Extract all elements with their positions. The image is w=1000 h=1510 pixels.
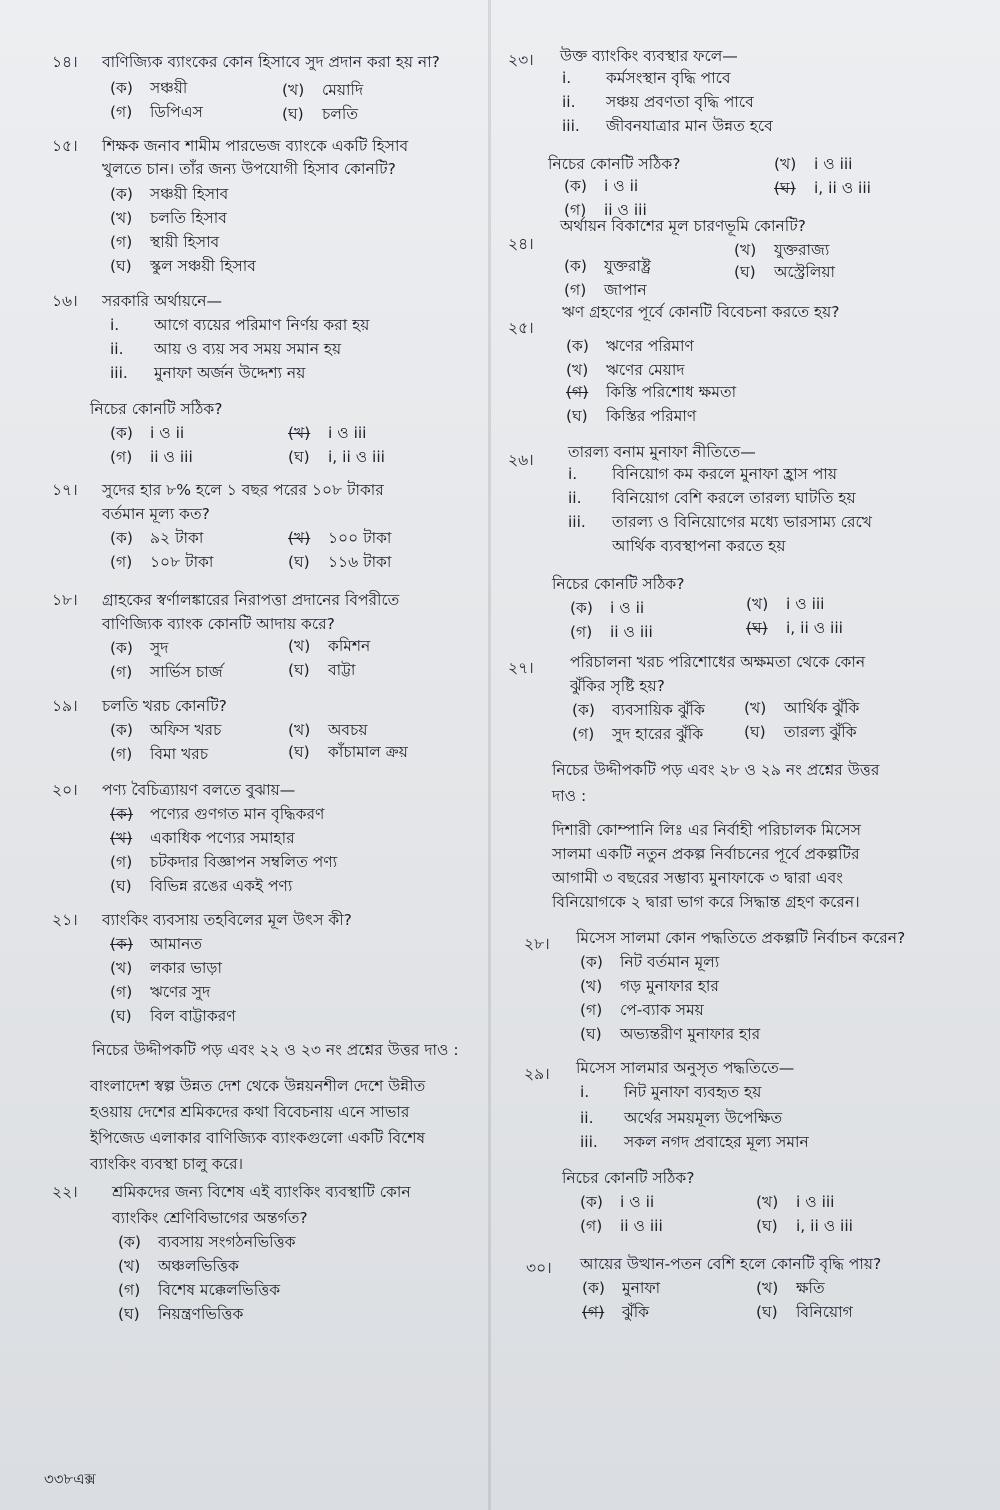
question-text: ব্যাংকিং শ্রেণিবিভাগের অন্তর্গত? bbox=[112, 1209, 308, 1227]
question-text: বর্তমান মূল্য কত? bbox=[102, 505, 210, 523]
option-ka: (ক) সঞ্চয়ী bbox=[110, 79, 188, 97]
option-ka: (ক) যুক্তরাষ্ট্র bbox=[564, 257, 651, 275]
statement-iii: iii. মুনাফা অর্জন উদ্দেশ্য নয় bbox=[110, 364, 306, 382]
question-text: গ্রাহকের স্বর্ণালঙ্কারের নিরাপত্তা প্রদানের বিপরীতে bbox=[102, 591, 400, 609]
question-text: পণ্য বৈচিত্র্যায়ণ বলতে বুঝায়— bbox=[102, 781, 296, 799]
question-text: মিসেস সালমা কোন পদ্ধতিতে প্রকল্পটি নির্বাচন করেন? bbox=[576, 929, 906, 947]
option-kha-marked: (খ) i ও iii bbox=[288, 424, 367, 442]
question-text: উক্ত ব্যাংকিং ব্যবস্থার ফলে— bbox=[560, 47, 738, 65]
option-ga: (গ) সার্ভিস চার্জ bbox=[110, 663, 223, 681]
option-ka: (ক) ব্যবসায়িক ঝুঁকি bbox=[572, 701, 705, 719]
option-gha: (ঘ) তারল্য ঝুঁকি bbox=[744, 723, 857, 741]
question-number: ১৬। bbox=[52, 292, 78, 310]
question-text: চলতি খরচ কোনটি? bbox=[102, 697, 227, 715]
option-ga: (গ) ii ও iii bbox=[564, 201, 647, 219]
option-ka: (ক) i ও ii bbox=[570, 599, 645, 617]
option-ka-marked: (ক) আমানত bbox=[110, 935, 203, 953]
question-text: তারল্য বনাম মুনাফা নীতিতে— bbox=[568, 443, 756, 461]
option-ga: (গ) স্থায়ী হিসাব bbox=[110, 233, 220, 251]
statement-iii: iii. সকল নগদ প্রবাহের মূল্য সমান bbox=[580, 1133, 809, 1151]
page-code: ৩৩৮এক্স bbox=[44, 1470, 96, 1488]
option-kha: (খ) ক্ষতি bbox=[756, 1279, 825, 1297]
question-text: সরকারি অর্থায়নে— bbox=[102, 292, 223, 310]
option-ga: (গ) জাপান bbox=[564, 281, 647, 299]
question-text: ঝুঁকির সৃষ্টি হয়? bbox=[570, 677, 665, 695]
prompt-text: নিচের কোনটি সঠিক? bbox=[548, 155, 681, 173]
option-ga: (গ) বিমা খরচ bbox=[110, 745, 209, 763]
option-ga: (গ) ii ও iii bbox=[580, 1217, 663, 1235]
question-number: ১৪। bbox=[52, 53, 78, 71]
option-ka-marked: (ক) পণ্যের গুণগত মান বৃদ্ধিকরণ bbox=[110, 805, 325, 823]
statement-iii: iii. তারল্য ও বিনিয়োগের মধ্যে ভারসাম্য রেখে bbox=[568, 513, 872, 531]
option-kha: (খ) অঞ্চলভিত্তিক bbox=[118, 1257, 239, 1275]
question-number: ২১। bbox=[52, 911, 78, 929]
statement-ii: ii. অর্থের সময়মূল্য উপেক্ষিত bbox=[580, 1109, 783, 1127]
option-ga: (গ) ii ও iii bbox=[570, 623, 653, 641]
option-gha: (ঘ) বিনিয়োগ bbox=[756, 1303, 853, 1321]
question-number: ২৮। bbox=[524, 935, 550, 953]
stimulus-line: হওয়ায় দেশের শ্রমিকদের কথা বিবেচনায় এনে সাভার bbox=[90, 1103, 410, 1121]
prompt-text: নিচের কোনটি সঠিক? bbox=[562, 1169, 695, 1187]
option-ga: (গ) সুদ হারের ঝুঁকি bbox=[572, 725, 704, 743]
question-text: শিক্ষক জনাব শামীম পারভেজ ব্যাংকে একটি হিসাব bbox=[102, 137, 409, 155]
option-ga: (গ) ঋণের সুদ bbox=[110, 983, 211, 1001]
option-ga: (গ) চটকদার বিজ্ঞাপন সম্বলিত পণ্য bbox=[110, 853, 338, 871]
question-number: ১৯। bbox=[52, 697, 78, 715]
question-number: ২৪। bbox=[508, 235, 534, 253]
option-ka: (ক) সঞ্চয়ী হিসাব bbox=[110, 185, 229, 203]
option-gha: (ঘ) কিস্তির পরিমাণ bbox=[566, 407, 697, 425]
stimulus-line: বিনিয়োগকে ২ দ্বারা ভাগ করে সিদ্ধান্ত গ্রহণ করেন। bbox=[552, 893, 860, 911]
option-kha: (খ) যুক্তরাজ্য bbox=[734, 241, 830, 259]
option-kha: (খ) কমিশন bbox=[288, 637, 371, 655]
option-ka: (ক) i ও ii bbox=[564, 177, 639, 195]
option-ga-marked: (গ) ঝুঁকি bbox=[582, 1303, 650, 1321]
question-number: ১৫। bbox=[52, 137, 78, 155]
option-gha: (ঘ) বিভিন্ন রঙের একই পণ্য bbox=[110, 877, 293, 895]
option-kha: (খ) অবচয় bbox=[288, 721, 368, 739]
question-number: ২৬। bbox=[508, 451, 534, 469]
option-gha-marked: (ঘ) i, ii ও iii bbox=[746, 619, 843, 637]
option-ka: (ক) i ও ii bbox=[580, 1193, 655, 1211]
option-gha: (ঘ) অভ্যন্তরীণ মুনাফার হার bbox=[580, 1025, 761, 1043]
stimulus-line: সালমা একটি নতুন প্রকল্প নির্বাচনের পূর্বে প্রকল্পটির bbox=[552, 845, 860, 863]
option-ga-marked: (গ) কিস্তি পরিশোধ ক্ষমতা bbox=[566, 383, 737, 401]
question-text: বাণিজ্যিক ব্যাংক কোনটি আদায় করে? bbox=[102, 615, 335, 633]
option-gha: (ঘ) ১১৬ টাকা bbox=[288, 553, 392, 571]
stimulus-line: ইপিজেড এলাকার বাণিজ্যিক ব্যাংকগুলো একটি বিশেষ bbox=[90, 1129, 426, 1147]
statement-ii: ii. বিনিয়োগ বেশি করলে তারল্য ঘাটতি হয় bbox=[568, 489, 856, 507]
option-kha: (খ) চলতি হিসাব bbox=[110, 209, 227, 227]
option-ka: (ক) নিট বর্তমান মূল্য bbox=[580, 953, 720, 971]
stimulus-line: আগামী ৩ বছরের সম্ভাব্য মুনাফাকে ৩ দ্বারা এবং bbox=[552, 869, 843, 887]
option-kha: (খ) মেয়াদি bbox=[282, 81, 364, 99]
option-gha: (ঘ) বাট্টা bbox=[288, 661, 356, 679]
question-number: ১৭। bbox=[52, 481, 78, 499]
question-text: আয়ের উত্থান-পতন বেশি হলে কোনটি বৃদ্ধি পায়? bbox=[580, 1255, 882, 1273]
option-ga: (গ) ii ও iii bbox=[110, 448, 193, 466]
stimulus-line: ব্যাংকিং ব্যবস্থা চালু করে। bbox=[90, 1155, 244, 1173]
option-kha: (খ) আর্থিক ঝুঁকি bbox=[744, 699, 860, 717]
question-number: ১৮। bbox=[52, 591, 78, 609]
option-ka: (ক) ঋণের পরিমাণ bbox=[566, 337, 694, 355]
question-number: ২৫। bbox=[508, 319, 534, 337]
option-kha: (খ) i ও iii bbox=[746, 595, 825, 613]
option-gha: (ঘ) i, ii ও iii bbox=[288, 448, 385, 466]
question-number: ৩০। bbox=[526, 1259, 552, 1277]
option-gha: (ঘ) স্কুল সঞ্চয়ী হিসাব bbox=[110, 257, 256, 275]
option-gha: (ঘ) i, ii ও iii bbox=[756, 1217, 853, 1235]
stimulus-heading: দাও : bbox=[552, 787, 587, 805]
option-gha: (ঘ) কাঁচামাল ক্রয় bbox=[288, 743, 408, 761]
question-number: ২০। bbox=[52, 781, 78, 799]
stimulus-line: দিশারী কোম্পানি লিঃ এর নির্বাহী পরিচালক মিসেস bbox=[552, 821, 861, 839]
question-number: ২৯। bbox=[524, 1065, 550, 1083]
option-kha: (খ) i ও iii bbox=[756, 1193, 835, 1211]
stimulus-line: বাংলাদেশ স্বল্প উন্নত দেশ থেকে উন্নয়নশীল দেশে উন্নীত bbox=[90, 1077, 426, 1095]
option-ga: (গ) পে-ব্যাক সময় bbox=[580, 1001, 704, 1019]
option-ga: (গ) ১০৮ টাকা bbox=[110, 553, 214, 571]
option-kha: (খ) ঋণের মেয়াদ bbox=[566, 361, 685, 379]
question-text: পরিচালনা খরচ পরিশোধের অক্ষমতা থেকে কোন bbox=[570, 653, 866, 671]
option-ka: (ক) সুদ bbox=[110, 639, 169, 657]
option-ka: (ক) i ও ii bbox=[110, 424, 185, 442]
option-kha-marked: (খ) একাধিক পণ্যের সমাহার bbox=[110, 829, 295, 847]
option-kha: (খ) i ও iii bbox=[774, 155, 853, 173]
question-text: বাণিজ্যিক ব্যাংকের কোন হিসাবে সুদ প্রদান করা হয় না? bbox=[102, 53, 440, 71]
statement-iii-cont: আর্থিক ব্যবস্থাপনা করতে হয় bbox=[612, 537, 786, 555]
option-gha: (ঘ) চলতি bbox=[282, 105, 358, 123]
prompt-text: নিচের কোনটি সঠিক? bbox=[90, 400, 223, 418]
option-ka: (ক) ব্যবসায় সংগঠনভিত্তিক bbox=[118, 1233, 296, 1251]
question-text: সুদের হার ৮% হলে ১ বছর পরের ১০৮ টাকার bbox=[102, 481, 384, 499]
statement-iii: iii. জীবনযাত্রার মান উন্নত হবে bbox=[562, 117, 773, 135]
stimulus-heading: নিচের উদ্দীপকটি পড় এবং ২৮ ও ২৯ নং প্রশ্নের উত্তর bbox=[552, 761, 880, 779]
statement-i: i. কর্মসংস্থান বৃদ্ধি পাবে bbox=[562, 69, 731, 87]
option-kha: (খ) লকার ভাড়া bbox=[110, 959, 222, 977]
question-number: ২৭। bbox=[508, 659, 534, 677]
option-ka: (ক) অফিস খরচ bbox=[110, 721, 222, 739]
option-kha: (খ) গড় মুনাফার হার bbox=[580, 977, 719, 995]
statement-ii: ii. আয় ও ব্যয় সব সময় সমান হয় bbox=[110, 340, 342, 358]
option-ga: (গ) ডিপিএস bbox=[110, 103, 203, 121]
question-number: ২৩। bbox=[508, 51, 534, 69]
prompt-text: নিচের কোনটি সঠিক? bbox=[552, 575, 685, 593]
statement-i: i. বিনিয়োগ কম করলে মুনাফা হ্রাস পায় bbox=[568, 465, 837, 483]
question-text: মিসেস সালমার অনুসৃত পদ্ধতিতে— bbox=[576, 1059, 795, 1077]
statement-i: i. আগে ব্যয়ের পরিমাণ নির্ণয় করা হয় bbox=[110, 316, 370, 334]
option-ka: (ক) মুনাফা bbox=[582, 1279, 661, 1297]
option-ka: (ক) ৯২ টাকা bbox=[110, 529, 204, 547]
option-gha: (ঘ) বিল বাট্টাকরণ bbox=[110, 1007, 236, 1025]
question-text: খুলতে চান। তাঁর জন্য উপযোগী হিসাব কোনটি? bbox=[102, 160, 396, 178]
question-text: শ্রমিকদের জন্য বিশেষ এই ব্যাংকিং ব্যবস্থাটি কোন bbox=[112, 1183, 411, 1201]
page-fold bbox=[488, 0, 491, 1510]
option-kha-marked: (খ) ১০০ টাকা bbox=[288, 529, 392, 547]
option-gha-marked: (ঘ) i, ii ও iii bbox=[774, 179, 871, 197]
stimulus-heading: নিচের উদ্দীপকটি পড় এবং ২২ ও ২৩ নং প্রশ্নের উত্তর দাও : bbox=[92, 1041, 459, 1059]
statement-ii: ii. সঞ্চয় প্রবণতা বৃদ্ধি পাবে bbox=[562, 93, 754, 111]
option-gha: (ঘ) নিয়ন্ত্রণভিত্তিক bbox=[118, 1305, 244, 1323]
question-text: অর্থায়ন বিকাশের মূল চারণভূমি কোনটি? bbox=[560, 217, 806, 235]
question-text: ঋণ গ্রহণের পূর্বে কোনটি বিবেচনা করতে হয়? bbox=[562, 303, 840, 321]
question-text: ব্যাংকিং ব্যবসায় তহবিলের মূল উৎস কী? bbox=[102, 911, 352, 929]
statement-i: i. নিট মুনাফা ব্যবহৃত হয় bbox=[580, 1083, 762, 1101]
option-gha: (ঘ) অস্ট্রেলিয়া bbox=[734, 263, 836, 281]
question-number: ২২। bbox=[52, 1183, 78, 1201]
option-ga: (গ) বিশেষ মক্কেলভিত্তিক bbox=[118, 1281, 281, 1299]
